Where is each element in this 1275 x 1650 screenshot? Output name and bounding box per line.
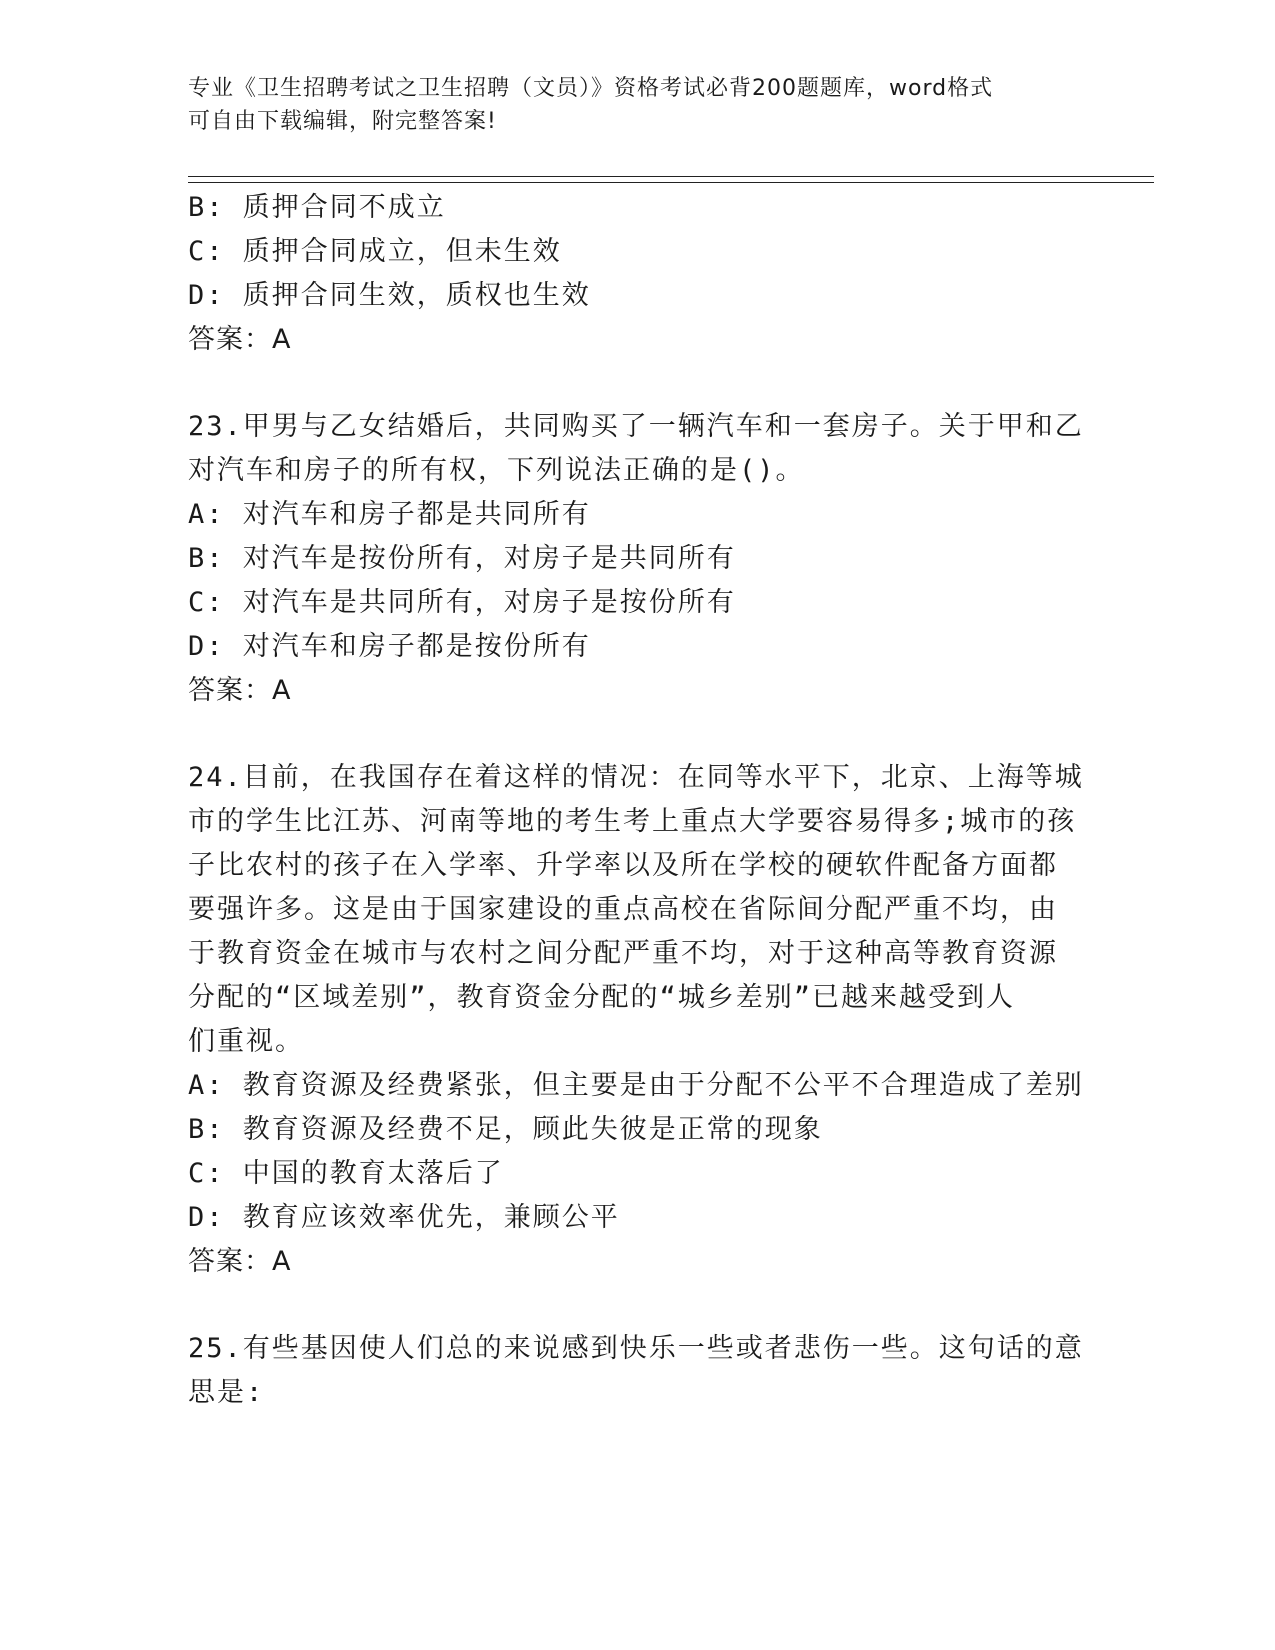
q24-stem-line-2: 市的学生比江苏、河南等地的考生考上重点大学要容易得多;城市的孩 [188, 806, 1077, 837]
q24-option-c: C: 中国的教育太落后了 [188, 1158, 504, 1189]
q24-option-d: D: 教育应该效率优先，兼顾公平 [188, 1202, 620, 1233]
q23-option-b: B: 对汽车是按份所有，对房子是共同所有 [188, 543, 736, 574]
q24-stem-line-7: 们重视。 [188, 1026, 304, 1057]
q23-stem-line-1: 23.甲男与乙女结婚后，共同购买了一辆汽车和一套房子。关于甲和乙 [188, 411, 1084, 442]
prev-answer: 答案：A [188, 324, 292, 355]
header-rule-bottom [188, 182, 1154, 183]
q24-answer: 答案：A [188, 1246, 292, 1277]
header-line-1: 专业《卫生招聘考试之卫生招聘（文员）》资格考试必背200题题库，word格式 [188, 76, 994, 101]
q24-stem-line-1: 24.目前，在我国存在着这样的情况：在同等水平下，北京、上海等城 [188, 762, 1084, 793]
prev-option-d: D: 质押合同生效，质权也生效 [188, 280, 591, 311]
document-header [188, 72, 1068, 138]
prev-option-b: B: 质押合同不成立 [188, 192, 446, 223]
q23-option-d: D: 对汽车和房子都是按份所有 [188, 631, 591, 662]
header-rule-top [188, 176, 1154, 177]
q24-stem-line-4: 要强许多。这是由于国家建设的重点高校在省际间分配严重不均，由 [188, 894, 1058, 925]
q23-option-c: C: 对汽车是共同所有，对房子是按份所有 [188, 587, 736, 618]
q23-option-a: A: 对汽车和房子都是共同所有 [188, 499, 591, 530]
q23-stem-line-2: 对汽车和房子的所有权，下列说法正确的是()。 [188, 455, 805, 486]
q25-stem-line-1: 25.有些基因使人们总的来说感到快乐一些或者悲伤一些。这句话的意 [188, 1333, 1084, 1364]
header-line-2: 可自由下载编辑，附完整答案! [188, 109, 497, 134]
q24-option-a: A: 教育资源及经费紧张，但主要是由于分配不公平不合理造成了差别 [188, 1070, 1084, 1101]
q25-stem-line-2: 思是: [188, 1377, 265, 1408]
q23-answer: 答案：A [188, 675, 292, 706]
q24-option-b: B: 教育资源及经费不足，顾此失彼是正常的现象 [188, 1114, 823, 1145]
q24-stem-line-3: 子比农村的孩子在入学率、升学率以及所在学校的硬软件配备方面都 [188, 850, 1058, 881]
q24-stem-line-6: 分配的“区域差别”，教育资金分配的“城乡差别”已越来越受到人 [188, 982, 1016, 1013]
prev-option-c: C: 质押合同成立，但未生效 [188, 236, 562, 267]
q24-stem-line-5: 于教育资金在城市与农村之间分配严重不均，对于这种高等教育资源 [188, 938, 1058, 969]
